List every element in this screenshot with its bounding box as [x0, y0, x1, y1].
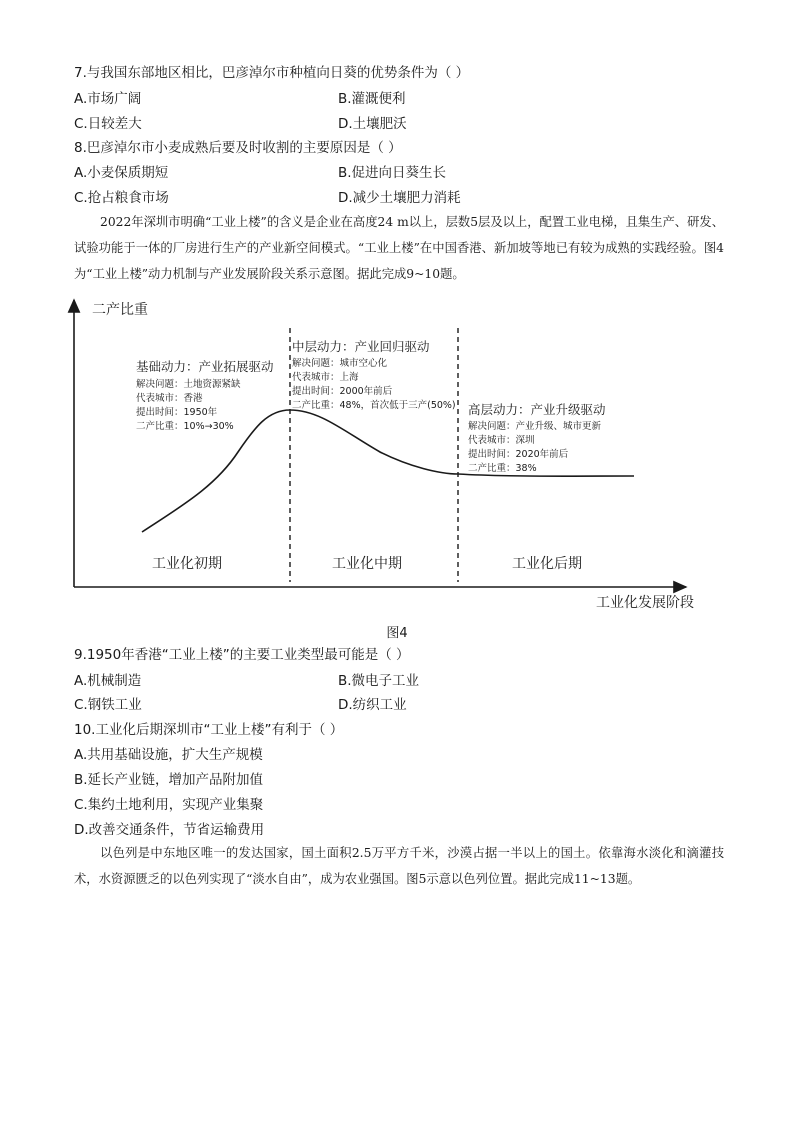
- passage-industrial-upstairs: 2022年深圳市明确“工业上楼”的含义是企业在高度24 m以上，层数5层及以上，配置工业电梯，且集生产、研发、试验功能于一体的厂房进行生产的产业新空间模式。“工业上楼”在中国香港、新加坡等地已有较为成熟的实践经验。图4为“工业上楼”动力机制与产业发展阶段关系示意图。据此完成9~10题。: [74, 215, 724, 281]
- q9-option-c: C.钢铁工业: [74, 697, 142, 713]
- box-high-driver: [468, 402, 606, 474]
- box-1-line-3: 提出时间：1950年: [136, 407, 218, 418]
- stage-middle-label: 工业化中期: [332, 556, 402, 572]
- box-1-line-1: 解决问题：土地资源紧缺: [136, 379, 241, 390]
- box-2-line-1: 解决问题：城市空心化: [292, 358, 388, 369]
- box-1-line-4: 二产比重：10%→30%: [136, 421, 234, 432]
- figure-4: [60, 292, 720, 614]
- q7-option-b: B.灌溉便利: [338, 91, 406, 107]
- q9-option-a: A.机械制造: [74, 673, 142, 689]
- q7-option-d: D.土壤肥沃: [338, 116, 407, 132]
- q8-option-c: C.抢占粮食市场: [74, 190, 169, 206]
- box-middle-driver: [292, 339, 456, 411]
- q10-option-d: D.改善交通条件，节省运输费用: [74, 822, 265, 838]
- question-9-stem: 9.1950年香港“工业上楼”的主要工业类型最可能是（ ）: [74, 647, 410, 663]
- box-1-title: 基础动力：产业拓展驱动: [136, 359, 274, 374]
- box-3-line-1: 解决问题：产业升级、城市更新: [468, 421, 602, 432]
- box-3-line-2: 代表城市：深圳: [468, 435, 535, 446]
- box-2-line-2: 代表城市：上海: [292, 372, 359, 383]
- figure-4-diagram: [60, 292, 720, 614]
- q9-option-d: D.纺织工业: [338, 697, 407, 713]
- q10-option-a: A.共用基础设施，扩大生产规模: [74, 747, 263, 763]
- box-2-line-4: 二产比重：48%，首次低于三产(50%): [292, 400, 456, 411]
- stage-early-label: 工业化初期: [152, 556, 222, 572]
- q8-option-a: A.小麦保质期短: [74, 165, 169, 181]
- stage-late-label: 工业化后期: [512, 556, 582, 572]
- box-3-title: 高层动力：产业升级驱动: [468, 402, 606, 417]
- passage-israel: 以色列是中东地区唯一的发达国家，国土面积2.5万平方千米，沙漠占据一半以上的国土。依靠海水淡化和滴灌技术，水资源匮乏的以色列实现了“淡水自由”，成为农业强国。图5示意以色列位置。据此完成11~13题。: [74, 846, 724, 886]
- y-axis-label: 二产比重: [92, 302, 148, 318]
- box-3-line-4: 二产比重：38%: [468, 463, 537, 474]
- box-basic-driver: [136, 359, 274, 432]
- q9-option-b: B.微电子工业: [338, 673, 420, 689]
- question-10-stem: 10.工业化后期深圳市“工业上楼”有利于（ ）: [74, 722, 344, 738]
- q10-option-c: C.集约土地利用，实现产业集聚: [74, 797, 264, 813]
- q7-option-a: A.市场广阔: [74, 91, 142, 107]
- q10-option-b: B.延长产业链，增加产品附加值: [74, 772, 264, 788]
- x-axis-label: 工业化发展阶段: [596, 595, 694, 611]
- q7-option-c: C.日较差大: [74, 116, 142, 132]
- box-2-line-3: 提出时间：2000年前后: [292, 386, 393, 397]
- question-8-stem: 8.巴彦淖尔市小麦成熟后要及时收割的主要原因是（ ）: [74, 140, 402, 156]
- box-2-title: 中层动力：产业回归驱动: [292, 339, 430, 354]
- q8-option-b: B.促进向日葵生长: [338, 165, 447, 181]
- box-1-line-2: 代表城市：香港: [136, 393, 203, 404]
- q8-option-d: D.减少土壤肥力消耗: [338, 190, 461, 206]
- question-7-stem: 7.与我国东部地区相比，巴彦淖尔市种植向日葵的优势条件为（ ）: [74, 65, 470, 81]
- box-3-line-3: 提出时间：2020年前后: [468, 449, 569, 460]
- figure-4-caption: 图4: [386, 626, 408, 641]
